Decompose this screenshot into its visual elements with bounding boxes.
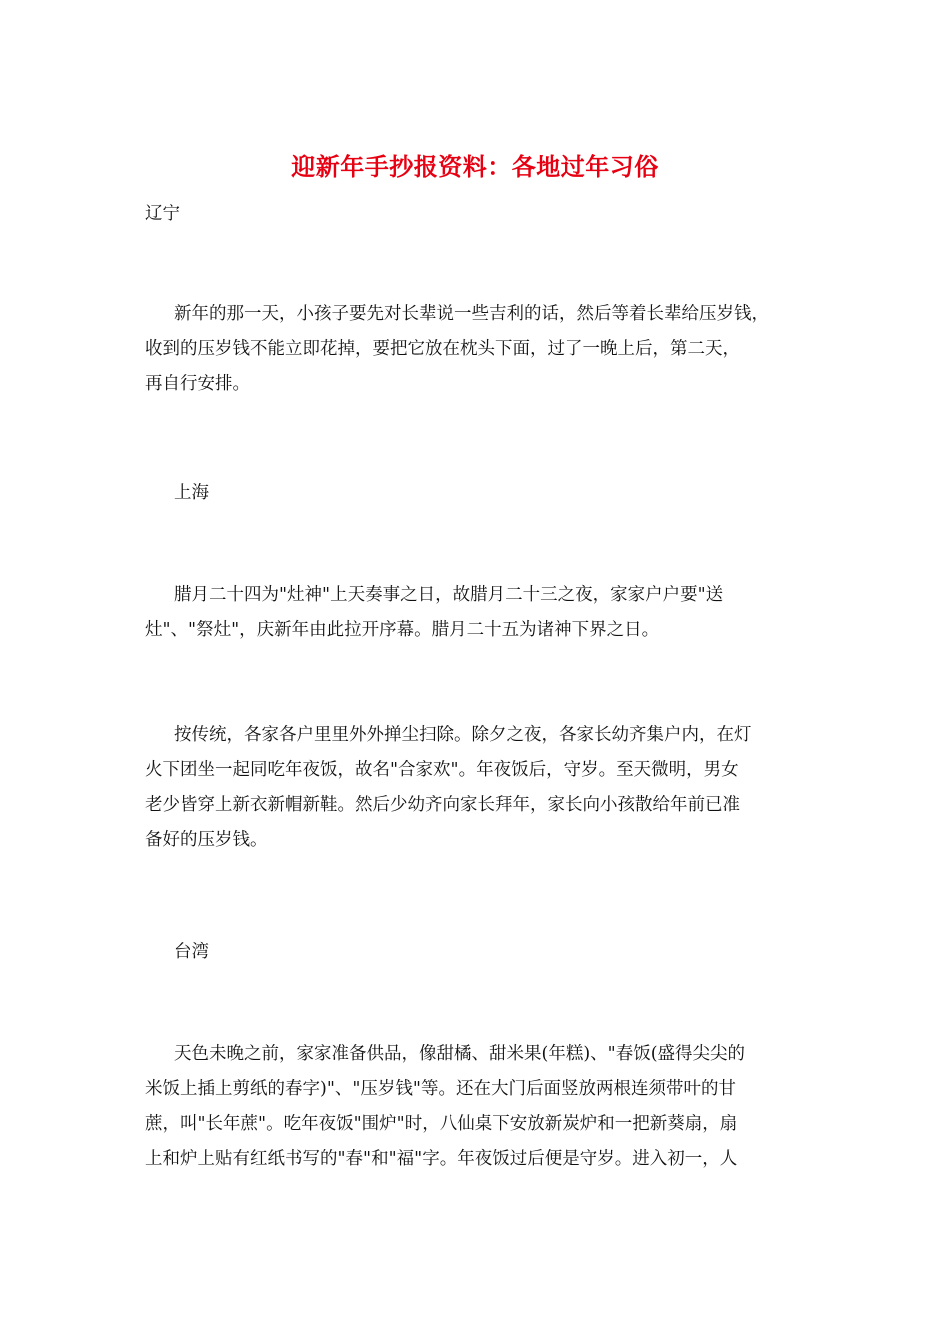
paragraph-line: 再自行安排。 — [145, 374, 250, 394]
paragraph-line: 蔗，叫"长年蔗"。吃年夜饭"围炉"时，八仙桌下安放新炭炉和一把新葵扇，扇 — [145, 1114, 738, 1134]
section-heading-liaoning — [145, 197, 811, 232]
paragraph-shanghai-2 — [145, 718, 811, 858]
paragraph-line: 上和炉上贴有红纸书写的"春"和"福"字。年夜饭过后便是守岁。进入初一，人 — [145, 1149, 738, 1169]
paragraph-shanghai-1 — [145, 578, 811, 648]
paragraph-taiwan-1 — [145, 1037, 811, 1177]
section-heading: 上海 — [174, 483, 209, 503]
paragraph-line: 灶"、"祭灶"，庆新年由此拉开序幕。腊月二十五为诸神下界之日。 — [145, 620, 660, 640]
paragraph-line: 火下团坐一起同吃年夜饭，故名"合家欢"。年夜饭后，守岁。至天微明，男女 — [145, 760, 739, 780]
paragraph-line: 收到的压岁钱不能立即花掉，要把它放在枕头下面，过了一晚上后，第二天， — [145, 339, 740, 359]
section-heading-taiwan — [145, 935, 840, 970]
section-heading: 辽宁 — [145, 204, 180, 224]
section-heading-shanghai — [145, 476, 840, 511]
paragraph-line: 老少皆穿上新衣新帽新鞋。然后少幼齐向家长拜年，家长向小孩散给年前已准 — [145, 795, 740, 815]
paragraph-line: 新年的那一天，小孩子要先对长辈说一些吉利的话，然后等着长辈给压岁钱， — [174, 304, 769, 324]
paragraph-line: 按传统，各家各户里里外外掸尘扫除。除夕之夜，各家长幼齐集户内，在灯 — [174, 725, 752, 745]
paragraph-line: 米饭上插上剪纸的春字)"、"压岁钱"等。还在大门后面竖放两根连须带叶的甘 — [145, 1079, 736, 1099]
section-heading: 台湾 — [174, 942, 209, 962]
paragraph-liaoning-1 — [145, 297, 811, 402]
paragraph-line: 备好的压岁钱。 — [145, 830, 268, 850]
page-title: 迎新年手抄报资料：各地过年习俗 — [291, 152, 659, 181]
paragraph-line: 天色未晚之前，家家准备供品，像甜橘、甜米果(年糕)、"春饭(盛得尖尖的 — [174, 1044, 746, 1064]
paragraph-line: 腊月二十四为"灶神"上天奏事之日，故腊月二十三之夜，家家户户要"送 — [174, 585, 724, 605]
